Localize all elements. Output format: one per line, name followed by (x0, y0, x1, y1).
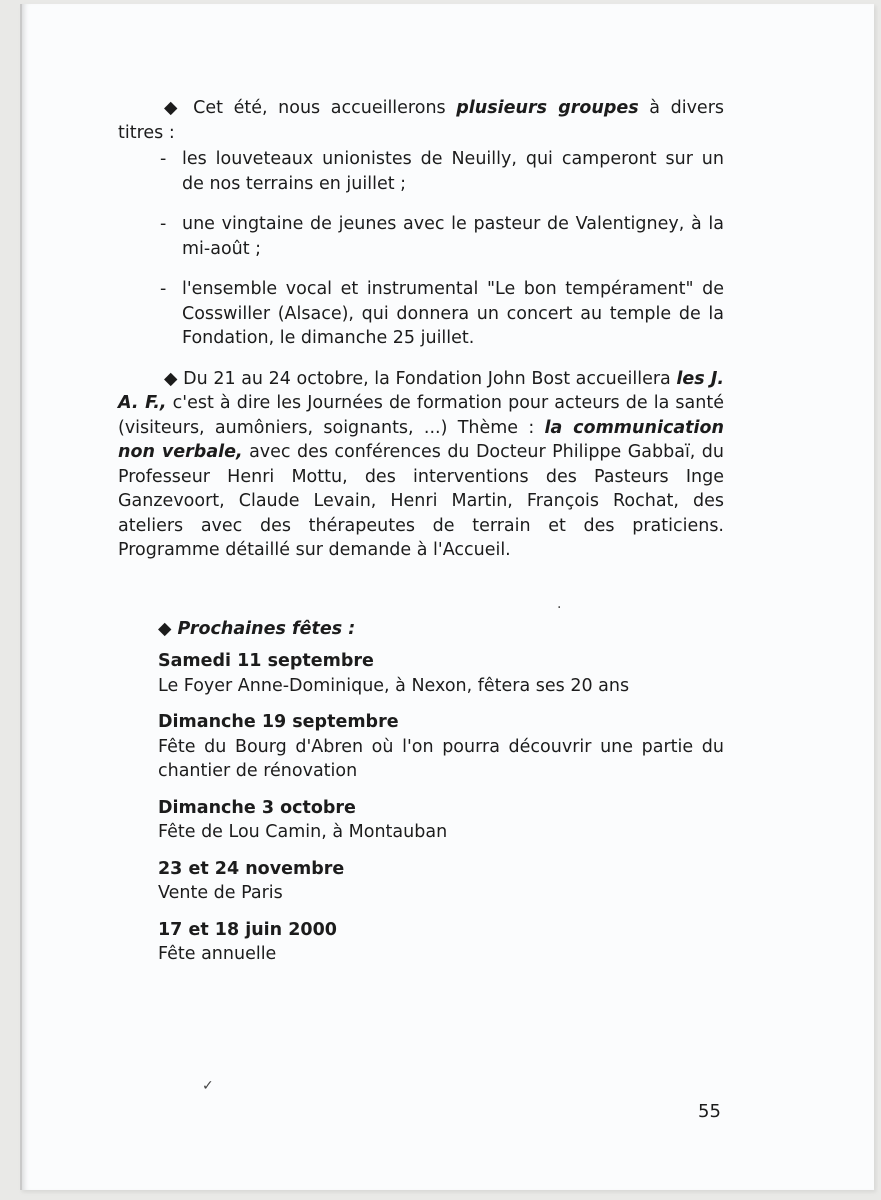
ink-speck: · (557, 600, 562, 616)
event-item (118, 918, 724, 967)
jaf-paragraph: ◆ Du 21 au 24 octobre, la Fondation John Bost accueillera les J. A. F., c'est à dire les Journées de formation pour acteurs de la santé (visiteurs, aumôniers, soignants, ...) Thème : la communication non verbale, avec des conférences du Docteur Philippe Gabbaï, du Professeur Henri Mottu, des interventions des Pasteurs Inge Ganzevoort, Claude Levain, Henri Martin, François Rochat, des ateliers avec des thérapeutes de terrain et des praticiens. Programme détaillé sur demande à l'Accueil. (118, 368, 724, 560)
event-date: 23 et 24 novembre (158, 858, 345, 879)
theme-emphasis: la communication non verbale, (118, 417, 724, 462)
section-heading: ◆ Prochaines fêtes : (158, 618, 356, 639)
event-text: Le Foyer Anne-Dominique, à Nexon, fêtera ses 20 ans (158, 675, 630, 696)
intro-paragraph (118, 96, 724, 145)
page-content (118, 96, 724, 967)
list-item: - les louveteaux unionistes de Neuilly, qui camperont sur un de nos terrains en juillet ; (118, 147, 724, 196)
event-date: Dimanche 19 septembre (158, 712, 399, 732)
diamond-bullet-icon: ◆ (164, 98, 183, 118)
event-date: Samedi 11 septembre (158, 651, 374, 671)
event-text: Fête annuelle (158, 944, 277, 964)
event-date: Dimanche 3 octobre (158, 797, 356, 818)
jaf-emphasis: les J. A. F., (118, 368, 724, 413)
event-text: Fête de Lou Camin, à Montauban (158, 822, 448, 842)
list-item: - l'ensemble vocal et instrumental "Le bon tempérament" de Cosswiller (Alsace), qui donnera un concert au temple de la Fondation, le dimanche 25 juillet. (118, 277, 724, 351)
event-date: 17 et 18 juin 2000 (158, 919, 337, 940)
diamond-bullet-icon: ◆ (164, 368, 178, 389)
list-item-text: les louveteaux unionistes de Neuilly, qui camperont sur un de nos terrains en juillet ; (182, 149, 724, 194)
list-item-text: l'ensemble vocal et instrumental "Le bon tempérament" de Cosswiller (Alsace), qui donnera un concert au temple de la Fondation, le dimanche 25 juillet. (182, 279, 724, 348)
event-text: Vente de Paris (158, 883, 283, 903)
intro-text: Cet été, nous accueillerons (182, 98, 457, 118)
document-page (20, 4, 874, 1190)
intro-emphasis: plusieurs groupes (456, 98, 639, 118)
event-item (118, 649, 724, 698)
page-number: 55 (698, 1101, 721, 1122)
list-item-text: une vingtaine de jeunes avec le pasteur de Valentigney, à la mi-août ; (182, 214, 724, 259)
ink-speck: ✓ (202, 1078, 214, 1094)
list-item: - une vingtaine de jeunes avec le pasteur de Valentigney, à la mi-août ; (118, 212, 724, 261)
event-item (118, 796, 724, 845)
intro-text-end: à divers titres : (118, 98, 725, 143)
event-item (118, 857, 724, 906)
groups-list (118, 147, 724, 351)
event-text: Fête du Bourg d'Abren où l'on pourra découvrir une partie du chantier de rénovation (158, 736, 724, 781)
event-item (118, 710, 724, 784)
diamond-bullet-icon: ◆ (158, 618, 172, 639)
